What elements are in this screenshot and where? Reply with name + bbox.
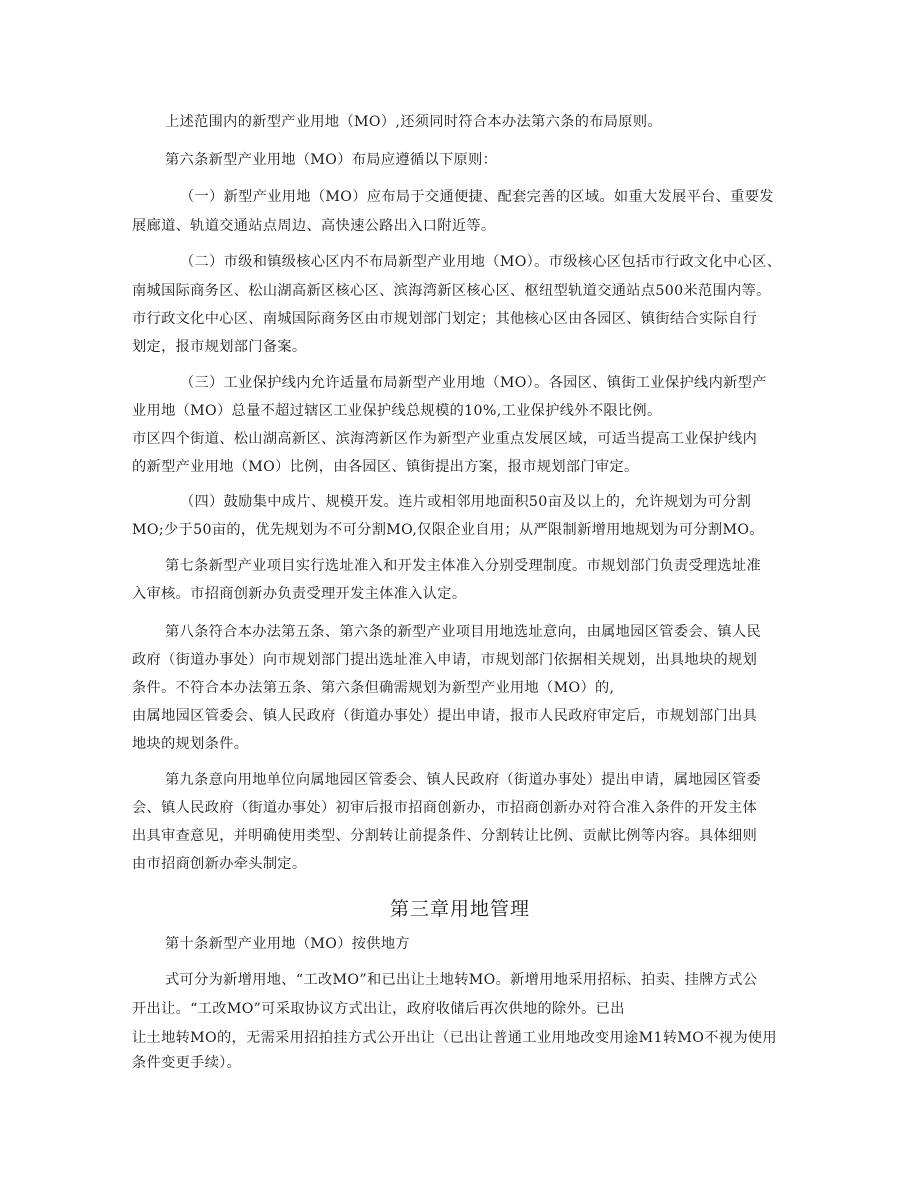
text-line: 由属地园区管委会、镇人民政府（街道办事处）提出申请，报市人民政府审定后，市规划部门出具: [132, 708, 758, 724]
text-line: 的新型产业用地（MO）比例，由各园区、镇街提出方案，报市规划部门审定。: [132, 459, 639, 475]
article-10: 第十条新型产业用地（MO）按供地方: [165, 936, 410, 952]
text-line: 入审核。市招商创新办负责受理开发主体准入认定。: [132, 586, 467, 602]
text-line: 由市招商创新办牵头制定。: [132, 856, 307, 872]
text-line: 开出让。“工改MO”可采取协议方式出让，政府收储后再次供地的除外。已出: [132, 1001, 625, 1017]
text-line: （一）新型产业用地（MO）应布局于交通便捷、配套完善的区域。如重大发展平台、重要发: [180, 189, 774, 205]
text-line: （四）鼓励集中成片、规模开发。连片或相邻用地面积50亩及以上的，允许规划为可分割: [180, 494, 752, 510]
text-line: （三）工业保护线内允许适量布局新型产业用地（MO）。各园区、镇街工业保护线内新型产: [180, 375, 767, 391]
chapter-heading: 第三章用地管理: [389, 898, 530, 920]
text-line: 式可分为新增用地、“工改MO”和已出让土地转MO。新增用地采用招标、拍卖、挂牌方式公: [165, 972, 758, 988]
text-line: 上述范围内的新型产业用地（MO）,还须同时符合本办法第六条的布局原则。: [165, 114, 662, 130]
text-line: 出具审查意见，并明确使用类型、分割转让前提条件、分割转让比例、贡献比例等内容。具体细则: [132, 828, 758, 844]
text-line: （二）市级和镇级核心区内不布局新型产业用地（MO）。市级核心区包括市行政文化中心区、: [180, 254, 782, 270]
text-line: 划定，报市规划部门备案。: [132, 339, 307, 355]
text-line: 展廊道、轨道交通站点周边、高快速公路出入口附近等。: [132, 218, 496, 234]
text-line: MO;少于50亩的，优先规划为不可分割MO,仅限企业自用；从严限制新增用地规划为可分割MO。: [132, 522, 764, 538]
text-line: 地块的规划条件。: [132, 736, 249, 752]
text-line: 条件。不符合本办法第五条、第六条但确需规划为新型产业用地（MO）的,: [132, 680, 615, 696]
text-line: 会、镇人民政府（街道办事处）初审后报市招商创新办，市招商创新办对符合准入条件的开发主体: [132, 800, 758, 816]
article-8: 第八条符合本办法第五条、第六条的新型产业项目用地选址意向，由属地园区管委会、镇人民: [165, 624, 762, 640]
article-9: 第九条意向用地单位向属地园区管委会、镇人民政府（街道办事处）提出申请，属地园区管委: [165, 772, 762, 788]
article-7: 第七条新型产业项目实行选址准入和开发主体准入分别受理制度。市规划部门负责受理选址准: [165, 558, 762, 574]
text-line: 业用地（MO）总量不超过辖区工业保护线总规模的10%,工业保护线外不限比例。: [132, 403, 662, 419]
text-line: 市行政文化中心区、南城国际商务区由市规划部门划定；其他核心区由各园区、镇街结合实际自行: [132, 311, 758, 327]
text-line: 让土地转MO的，无需采用招拍挂方式公开出让（已出让普通工业用地改变用途M1转MO不视为使用: [132, 1030, 777, 1046]
text-line: 市区四个街道、松山湖高新区、滨海湾新区作为新型产业重点发展区域，可适当提高工业保护线内: [132, 431, 758, 447]
text-line: 政府（街道办事处）向市规划部门提出选址准入申请，市规划部门依据相关规划，出具地块的规划: [132, 652, 758, 668]
text-line: 条件变更手续）。: [132, 1055, 242, 1071]
article-6-heading: 第六条新型产业用地（MO）布局应遵循以下原则：: [165, 152, 498, 168]
text-line: 南城国际商务区、松山湖高新区核心区、滨海湾新区核心区、枢纽型轨道交通站点500米范围内等。: [132, 283, 771, 299]
